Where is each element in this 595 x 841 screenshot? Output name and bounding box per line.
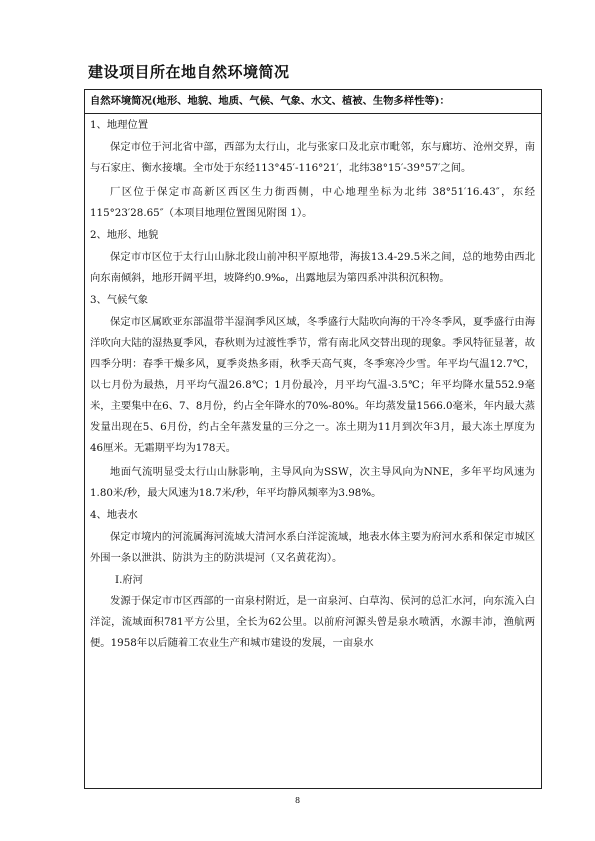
paragraph-terrain: 保定市市区位于太行山山脉北段山前冲积平原地带，海拔13.4-29.5米之间，总的地势由西北向东南倾斜，地形开阔平坦，坡降约0.9‰，出露地层为第四系冲洪积沉积物。 [90, 251, 535, 284]
paragraph-location-site: 厂区位于保定市高新区西区生力街西侧，中心地理坐标为北纬 38°51′16.43″，东经 115°23′28.65″（本项目地理位置图见附图 1）。 [90, 186, 535, 219]
paragraph-surface-water: 保定市境内的河流属海河流域大清河水系白洋淀流域，地表水体主要为府河水系和保定市城区外围一条以泄洪、防洪为主的防洪堤河（又名黄花沟）。 [90, 531, 535, 564]
table-body [85, 114, 541, 654]
page-title: 建设项目所在地自然环境简况 [88, 63, 290, 81]
table-header: 自然环境简况(地形、地貌、地质、气候、气象、水文、植被、生物多样性等)： [85, 90, 541, 114]
natural-environment-table [84, 89, 542, 789]
paragraph-climate: 保定市区属欧亚东部温带半湿润季风区域，冬季盛行大陆吹向海的干冷冬季风，夏季盛行由海洋吹向大陆的湿热夏季风，春秋则为过渡性季节，常有南北风交替出现的现象。季风特征显著，故四季分明：春季干燥多风，夏季炎热多雨，秋季天高气爽，冬季寒冷少雪。年平均气温12.7℃，以七月份为最热，月平均气温26.8℃；1月份最冷，月平均气温-3.5℃；年平均降水量552.9毫米，主要集中在6、7、8月份，约占全年降水的70%-80%。年均蒸发量1566.0毫米，年内最大蒸发量出现在5、6月份，约占全年蒸发量的三分之一。冻土期为11月到次年3月，最大冻土厚度为46厘米。无霜期平均为178天。 [90, 316, 535, 454]
section-heading-terrain: 2、地形、地貌 [90, 229, 159, 241]
section-heading-location: 1、地理位置 [90, 119, 149, 131]
section-heading-surface-water: 4、地表水 [90, 509, 138, 521]
paragraph-wind: 地面气流明显受太行山山脉影响，主导风向为SSW，次主导风向为NNE，多年平均风速为1.80米/秒，最大风速为18.7米/秒，年平均静风频率为3.98%。 [90, 466, 535, 499]
page-number: 8 [294, 796, 301, 805]
section-heading-climate: 3、气候气象 [90, 294, 149, 306]
subheading-fuhe-river: Ⅰ.府河 [115, 574, 143, 586]
paragraph-fuhe-river: 发源于保定市市区西部的一亩泉村附近，是一亩泉河、白草沟、侯河的总汇水河，向东流入白洋淀，流域面积781平方公里，全长为62公里。以前府河源头曾是泉水喷洒，水源丰沛，渔航两便。1958年以后随着工农业生产和城市建设的发展，一亩泉水 [90, 595, 535, 649]
paragraph-location-region: 保定市位于河北省中部，西部为太行山，北与张家口及北京市毗邻，东与廊坊、沧州交界，南与石家庄、衡水接壤。全市处于东经113°45′-116°21′，北纬38°15′-39°57′之间。 [90, 141, 535, 174]
